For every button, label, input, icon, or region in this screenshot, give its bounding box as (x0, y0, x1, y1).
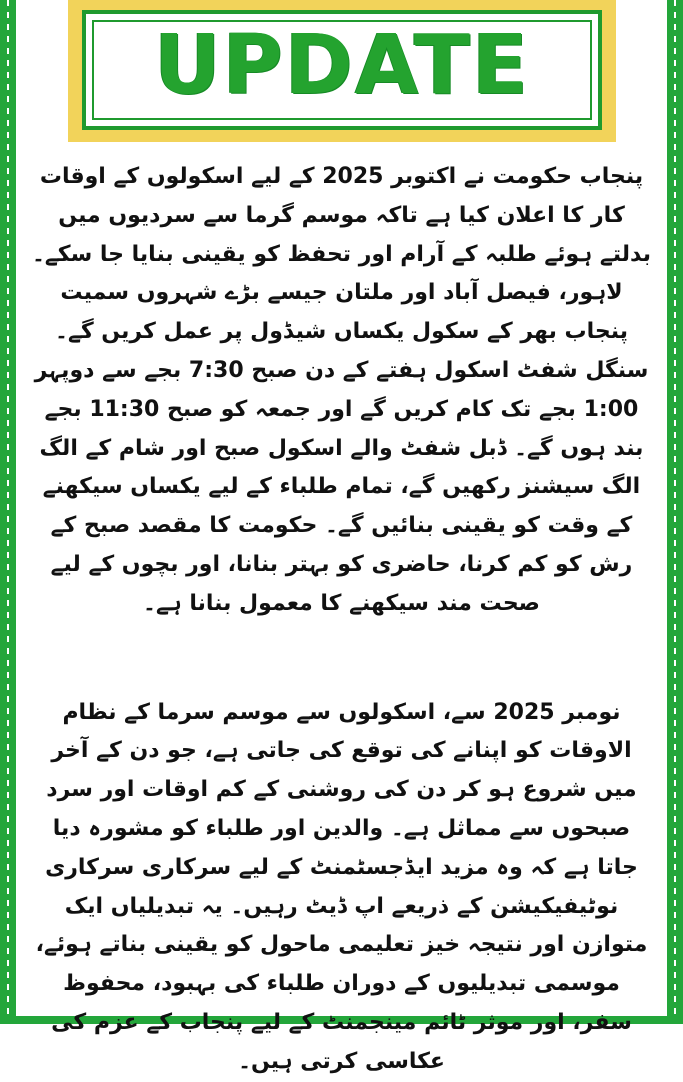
left-green-border (0, 0, 16, 1024)
update-banner (68, 0, 616, 142)
article-paragraph-1: پنجاب حکومت نے اکتوبر 2025 کے لیے اسکولوں کے اوقات کار کا اعلان کیا ہے تاکہ موسم گرما سے سردیوں میں بدلتے ہوئے طلبہ کے آرام اور تحفظ کو یقینی بنایا جا سکے۔ لاہور، فیصل آباد اور ملتان جیسے بڑے شہروں سمیت پنجاب بھر کے سکول یکساں شیڈول پر عمل کریں گے۔ سنگل شفٹ اسکول ہفتے کے دن صبح 7:30 بجے سے دوپہر 1:00 بجے تک کام کریں گے اور جمعہ کو صبح 11:30 بجے بند ہوں گے۔ ڈبل شفٹ والے اسکول صبح اور شام کے الگ الگ سیشنز رکھیں گے، تمام طلباء کے لیے یکساں سیکھنے کے وقت کو یقینی بنائیں گے۔ حکومت کا مقصد صبح کے رش کو کم کرنا، حاضری کو بہتر بنانا، اور بچوں کے لیے صحت مند سیکھنے کا معمول بنانا ہے۔ (32, 164, 651, 616)
update-stamp-text: UPDATE (154, 18, 530, 113)
article-paragraph-2: نومبر 2025 سے، اسکولوں سے موسم سرما کے نظام الاوقات کو اپنانے کی توقع کی جاتی ہے، جو دن کے آخر میں شروع ہو کر دن کی روشنی کے کم اوقات اور سرد صبحوں سے مماثل ہے۔ والدین اور طلباء کو مشورہ دیا جاتا ہے کہ وہ مزید ایڈجسٹمنٹ کے لیے سرکاری سرکاری نوٹیفیکیشن کے ذریعے اپ ڈیٹ رہیں۔ یہ تبدیلیاں ایک متوازن اور نتیجہ خیز تعلیمی ماحول کو یقینی بناتے ہوئے، موسمی تبدیلیوں کے دوران طلباء کی بہبود، محفوظ سفر، اور موثر ٹائم مینجمنٹ کے لیے پنجاب کے عزم کی عکاسی کرتی ہیں۔ (35, 699, 648, 1074)
update-stamp (82, 10, 602, 130)
right-green-border (667, 0, 683, 1024)
article-body (32, 158, 651, 1082)
